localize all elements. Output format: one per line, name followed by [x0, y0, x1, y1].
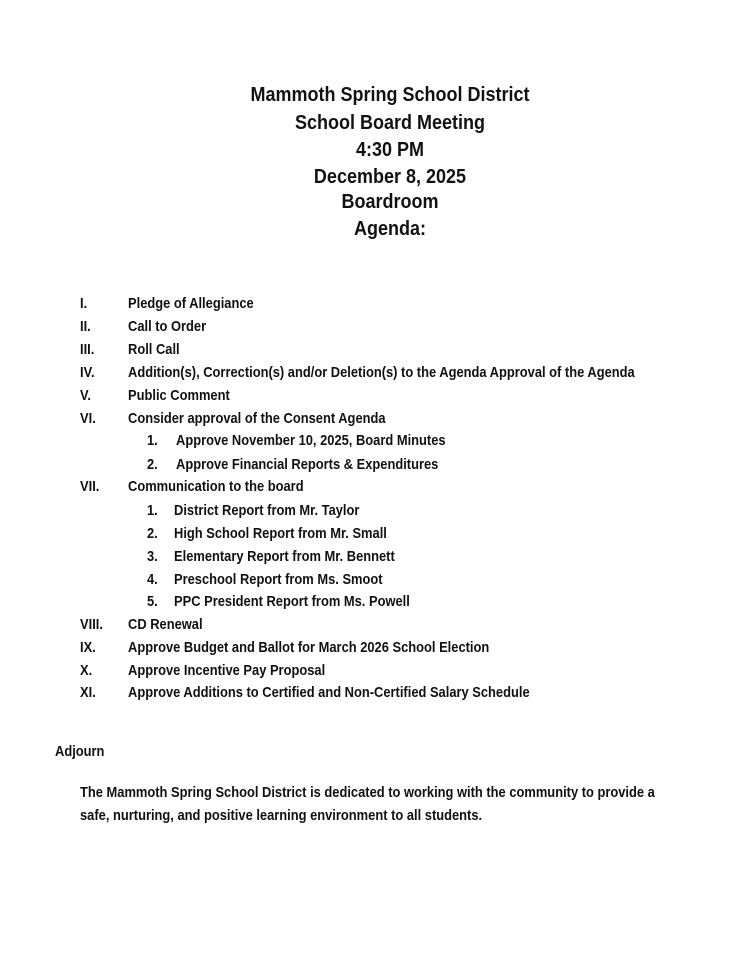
agenda-item-number: II.: [80, 318, 91, 335]
agenda-item-number: VI.: [80, 410, 96, 427]
adjourn-label: Adjourn: [55, 743, 105, 760]
agenda-subitem-number: 1.: [147, 502, 158, 519]
agenda-subitem-text: Approve November 10, 2025, Board Minutes: [176, 432, 446, 449]
meeting-time: 4:30 PM: [355, 139, 425, 161]
mission-line-2: safe, nurturing, and positive learning environment to all students.: [80, 807, 483, 824]
meeting-location: Boardroom: [341, 191, 439, 213]
agenda-subitem-number: 1.: [147, 432, 158, 449]
agenda-subitem-number: 2.: [147, 525, 158, 542]
agenda-item-number: VII.: [80, 478, 100, 495]
agenda-subitem-number: 2.: [147, 456, 158, 473]
agenda-subitem-text: High School Report from Mr. Small: [174, 525, 387, 542]
agenda-subitem-text: PPC President Report from Ms. Powell: [174, 593, 410, 610]
agenda-item-number: IX.: [80, 639, 96, 656]
agenda-item-text: Approve Budget and Ballot for March 2026 School Election: [128, 639, 490, 656]
agenda-item-text: Communication to the board: [128, 478, 304, 495]
agenda-item-text: Public Comment: [128, 387, 230, 404]
agenda-item-number: V.: [80, 387, 92, 404]
agenda-item-number: X.: [80, 662, 93, 679]
agenda-item-number: XI.: [80, 684, 96, 701]
agenda-item-text: Approve Additions to Certified and Non-Certified Salary Schedule: [128, 684, 530, 701]
agenda-subitem-text: Elementary Report from Mr. Bennett: [174, 548, 395, 565]
meeting-title: School Board Meeting: [294, 112, 486, 134]
district-name: Mammoth Spring School District: [250, 84, 530, 106]
agenda-item-text: Consider approval of the Consent Agenda: [128, 410, 386, 427]
agenda-item-number: I.: [80, 295, 88, 312]
agenda-item-text: Approve Incentive Pay Proposal: [128, 662, 326, 679]
agenda-subitem-text: District Report from Mr. Taylor: [174, 502, 360, 519]
meeting-date: December 8, 2025: [313, 166, 467, 188]
agenda-item-text: Call to Order: [128, 318, 207, 335]
mission-line-1: The Mammoth Spring School District is dedicated to working with the community to provide a: [80, 784, 655, 801]
agenda-subitem-text: Approve Financial Reports & Expenditures: [176, 456, 439, 473]
agenda-item-text: Addition(s), Correction(s) and/or Deletion(s) to the Agenda Approval of the Agenda: [128, 364, 635, 381]
agenda-subitem-number: 5.: [147, 593, 158, 610]
agenda-item-number: III.: [80, 341, 95, 358]
agenda-label: Agenda:: [354, 218, 426, 240]
agenda-item-text: Pledge of Allegiance: [128, 295, 254, 312]
agenda-item-text: Roll Call: [128, 341, 180, 358]
agenda-subitem-number: 3.: [147, 548, 158, 565]
agenda-item-number: IV.: [80, 364, 95, 381]
agenda-subitem-text: Preschool Report from Ms. Smoot: [174, 571, 383, 588]
agenda-item-number: VIII.: [80, 616, 103, 633]
agenda-item-text: CD Renewal: [128, 616, 203, 633]
agenda-subitem-number: 4.: [147, 571, 158, 588]
